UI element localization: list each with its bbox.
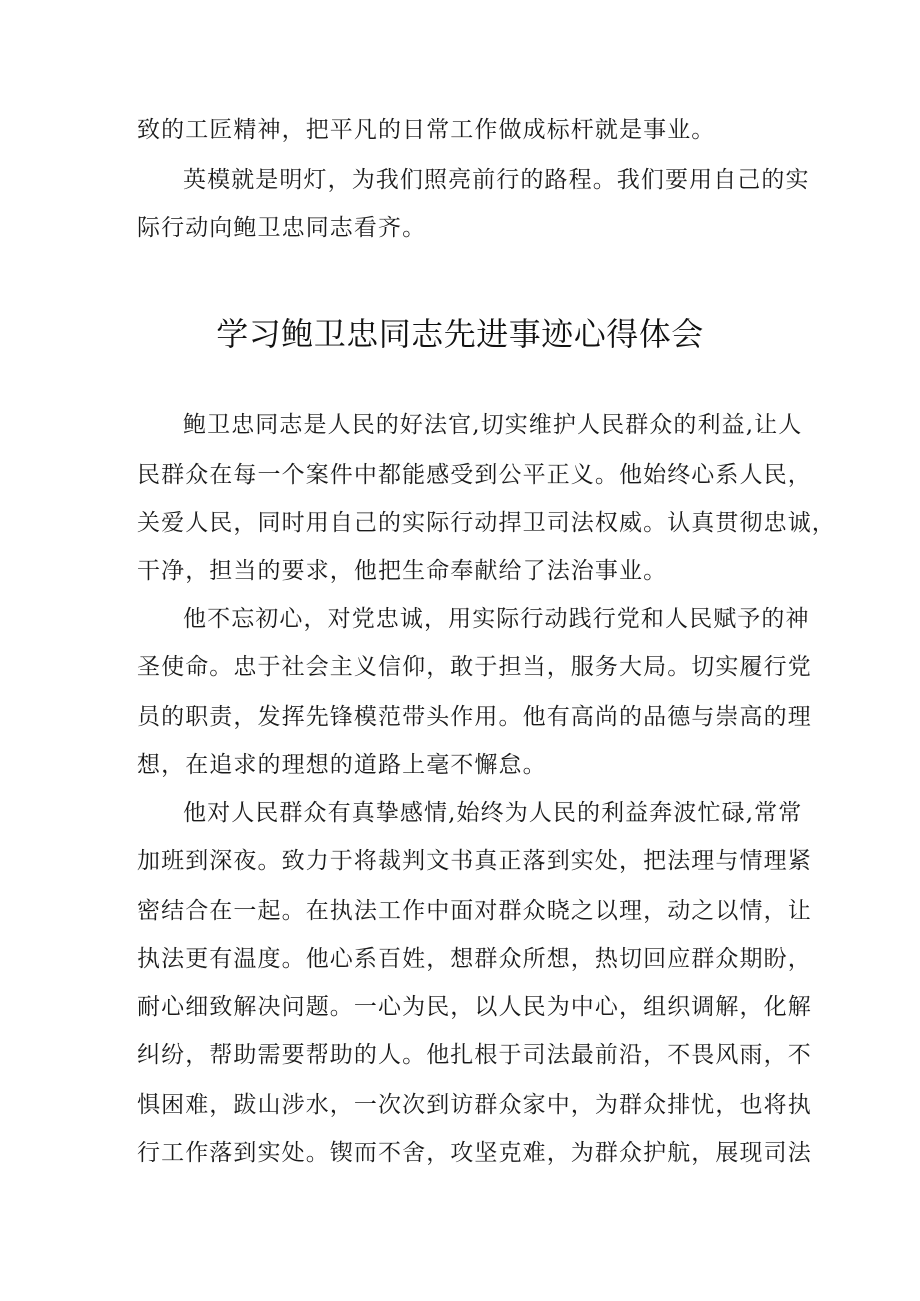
body-line: 鲍卫忠同志是人民的好法官,切实维护人民群众的利益,让人 — [183, 412, 803, 438]
body-line: 他对人民群众有真挚感情,始终为人民的利益奔波忙碌,常常 — [183, 800, 803, 826]
body-line: 密结合在一起。在执法工作中面对群众晓之以理，动之以情，让 — [137, 898, 812, 924]
body-line: 耐心细致解决问题。一心为民，以人民为中心，组织调解，化解 — [137, 994, 812, 1020]
body-line: 圣使命。忠于社会主义信仰，敢于担当，服务大局。切实履行党 — [137, 654, 812, 680]
body-line: 行工作落到实处。锲而不舍，攻坚克难，为群众护航，展现司法 — [137, 1140, 812, 1166]
body-line: 他不忘初心，对党忠诚，用实际行动践行党和人民赋予的神 — [183, 606, 810, 632]
body-line: 执法更有温度。他心系百姓，想群众所想，热切回应群众期盼， — [137, 946, 812, 972]
body-line: 民群众在每一个案件中都能感受到公平正义。他始终心系人民， — [137, 462, 812, 488]
intro-line: 致的工匠精神，把平凡的日常工作做成标杆就是事业。 — [137, 117, 716, 143]
document-title: 学习鲍卫忠同志先进事迹心得体会 — [216, 315, 704, 353]
body-line: 想，在追求的理想的道路上毫不懈怠。 — [137, 752, 547, 778]
body-line: 干净，担当的要求，他把生命奉献给了法治事业。 — [137, 558, 668, 584]
body-line: 纠纷，帮助需要帮助的人。他扎根于司法最前沿，不畏风雨，不 — [137, 1042, 812, 1068]
body-line: 关爱人民，同时用自己的实际行动捍卫司法权威。认真贯彻忠诚， — [137, 510, 836, 536]
intro-line: 际行动向鲍卫忠同志看齐。 — [137, 215, 427, 241]
body-line: 惧困难，跋山涉水，一次次到访群众家中，为群众排忧，也将执 — [137, 1092, 812, 1118]
body-line: 员的职责，发挥先锋模范带头作用。他有高尚的品德与崇高的理 — [137, 704, 812, 730]
intro-line: 英模就是明灯，为我们照亮前行的路程。我们要用自己的实 — [183, 167, 810, 193]
body-line: 加班到深夜。致力于将裁判文书真正落到实处，把法理与情理紧 — [137, 848, 812, 874]
